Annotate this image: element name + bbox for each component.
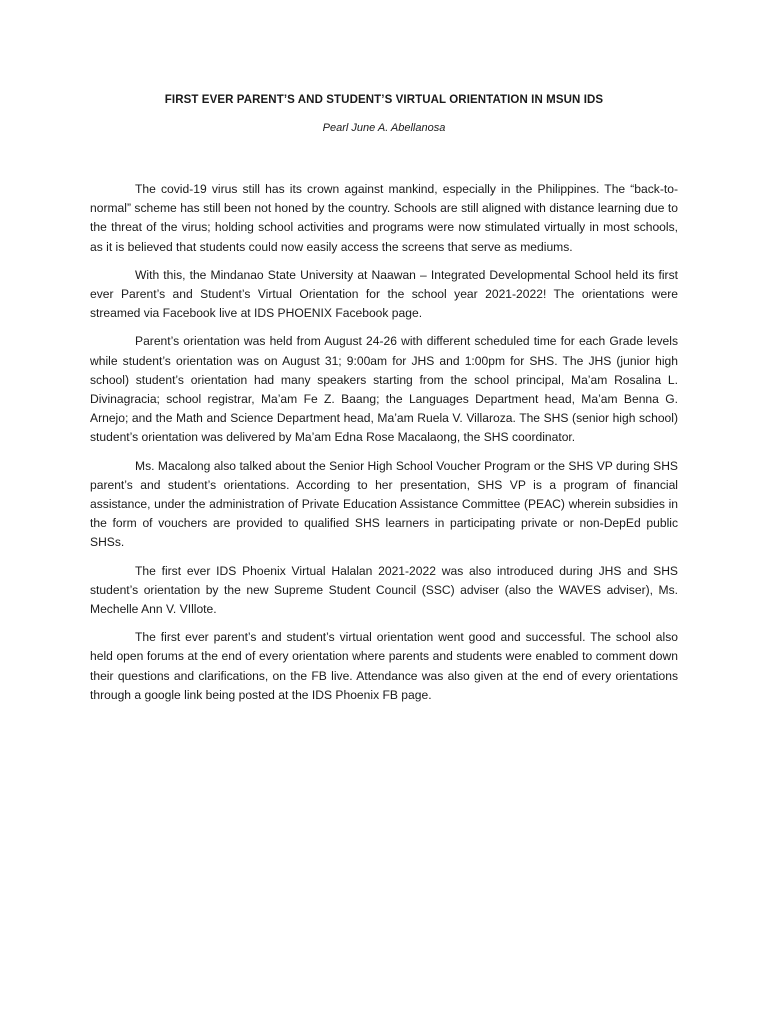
paragraph-event: With this, the Mindanao State University at Naawan – Integrated Developmental School held its first ever Parent’s and Student’s Virtual Orientation for the school year 2021-2022! The orientations were streamed via Facebook live at IDS PHOENIX Facebook page.	[90, 267, 678, 321]
paragraph-intro: The covid-19 virus still has its crown against mankind, especially in the Philippines. The “back-to-normal” scheme has still been not honed by the country. Schools are still aligned with distance learning due to the threat of the virus; holding school activities and programs were now stimulated virtually in most schools, as it is believed that students could now easily access the screens that serve as mediums.	[90, 182, 678, 254]
article-author: Pearl June A. Abellanosa	[322, 122, 446, 134]
paragraph-schedule: Parent’s orientation was held from August 24-26 with different scheduled time for each Grade levels while student’s orientation was on August 31; 9:00am for JHS and 1:00pm for SHS. The JHS (junior high school) student’s orientation had many speakers starting from the school principal, Ma’am Rosalina L. Divinagracia; school registrar, Ma’am Fe Z. Baang; the Languages Department head, Ma’am Benna G. Arnejo; and the Math and Science Department head, Ma’am Ruela V. Villaroza. The SHS (senior high school) student’s orientation was delivered by Ma’am Edna Rose Macalaong, the SHS coordinator.	[90, 334, 678, 445]
article-body	[90, 180, 678, 714]
article-title: FIRST EVER PARENT’S AND STUDENT’S VIRTUAL ORIENTATION IN MSUN IDS	[164, 94, 604, 106]
paragraph-conclusion: The first ever parent’s and student’s virtual orientation went good and successful. The school also held open forums at the end of every orientation where parents and students were enabled to comment down their questions and clarifications, on the FB live. Attendance was also given at the end of every orientations through a google link being posted at the IDS Phoenix FB page.	[90, 630, 678, 702]
paragraph-voucher: Ms. Macalong also talked about the Senior High School Voucher Program or the SHS VP during SHS parent’s and student’s orientations. According to her presentation, SHS VP is a program of financial assistance, under the administration of Private Education Assistance Committee (PEAC) wherein subsidies in the form of vouchers are provided to qualified SHS learners in participating private or non-DepEd public SHSs.	[90, 458, 678, 550]
paragraph-halalan: The first ever IDS Phoenix Virtual Halalan 2021-2022 was also introduced during JHS and SHS student’s orientation by the new Supreme Student Council (SSC) adviser (also the WAVES adviser), Ms. Mechelle Ann V. VIllote.	[90, 563, 678, 617]
